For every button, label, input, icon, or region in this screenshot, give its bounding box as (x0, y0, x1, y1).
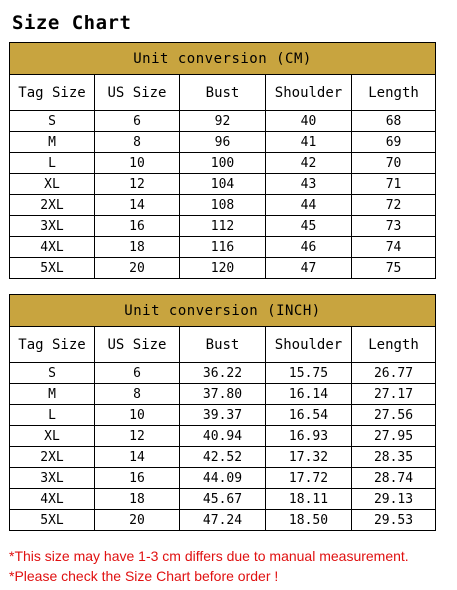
table-cell: 28.35 (352, 447, 436, 468)
table-cell: 69 (352, 132, 436, 153)
table-cell: 29.53 (352, 510, 436, 531)
table-cell: 39.37 (180, 405, 266, 426)
table-cell: 4XL (10, 237, 95, 258)
table-cell: 18.50 (266, 510, 352, 531)
table-cell: 6 (95, 363, 180, 384)
table-cell: 108 (180, 195, 266, 216)
table-cell: 73 (352, 216, 436, 237)
table-row (10, 111, 436, 132)
table-cell: 8 (95, 384, 180, 405)
table-cell: 37.80 (180, 384, 266, 405)
column-header: Shoulder (266, 327, 352, 363)
table-cell: 72 (352, 195, 436, 216)
table-row (10, 237, 436, 258)
table-row (10, 153, 436, 174)
table-cell: 74 (352, 237, 436, 258)
table-row (10, 132, 436, 153)
table-cell: 16.93 (266, 426, 352, 447)
table-row (10, 510, 436, 531)
table-cell: 104 (180, 174, 266, 195)
table-cell: 2XL (10, 447, 95, 468)
table-cell: 43 (266, 174, 352, 195)
table-cell: M (10, 132, 95, 153)
table-cell: 27.17 (352, 384, 436, 405)
column-header: Tag Size (10, 327, 95, 363)
table-cell: 12 (95, 174, 180, 195)
table-cell: 71 (352, 174, 436, 195)
table-cell: 40.94 (180, 426, 266, 447)
table-caption: Unit conversion (INCH) (10, 295, 436, 327)
table-cell: 2XL (10, 195, 95, 216)
column-header: US Size (95, 75, 180, 111)
table-cell: 27.95 (352, 426, 436, 447)
table-cell: 8 (95, 132, 180, 153)
table-cell: 47 (266, 258, 352, 279)
table-cell: 28.74 (352, 468, 436, 489)
table-cell: 26.77 (352, 363, 436, 384)
page-title: Size Chart (12, 12, 132, 34)
column-header: Shoulder (266, 75, 352, 111)
table-cell: 29.13 (352, 489, 436, 510)
table-cell: S (10, 363, 95, 384)
table-cell: 16.14 (266, 384, 352, 405)
table-cell: 96 (180, 132, 266, 153)
table-cell: 45.67 (180, 489, 266, 510)
table-cell: L (10, 405, 95, 426)
table-cell: 45 (266, 216, 352, 237)
table-cell: L (10, 153, 95, 174)
table-cell: 112 (180, 216, 266, 237)
size-table-cm (9, 42, 436, 279)
table-cell: 46 (266, 237, 352, 258)
column-header: Tag Size (10, 75, 95, 111)
column-header: US Size (95, 327, 180, 363)
table-row (10, 363, 436, 384)
table-row (10, 216, 436, 237)
table-cell: 20 (95, 510, 180, 531)
table-cell: 18.11 (266, 489, 352, 510)
check-chart-note: *Please check the Size Chart before order ! (9, 568, 279, 584)
table-cell: 44 (266, 195, 352, 216)
table-row (10, 447, 436, 468)
table-cell: 16 (95, 216, 180, 237)
column-header: Length (352, 75, 436, 111)
table-cell: 14 (95, 195, 180, 216)
table-cell: XL (10, 426, 95, 447)
table-cell: M (10, 384, 95, 405)
table-cell: 14 (95, 447, 180, 468)
table-cell: 5XL (10, 510, 95, 531)
table-cell: 3XL (10, 468, 95, 489)
table-row (10, 489, 436, 510)
table-cell: 18 (95, 237, 180, 258)
table-cell: 4XL (10, 489, 95, 510)
column-header: Bust (180, 327, 266, 363)
table-row (10, 405, 436, 426)
table-cell: 42.52 (180, 447, 266, 468)
table-cell: 16.54 (266, 405, 352, 426)
table-cell: S (10, 111, 95, 132)
table-cell: 15.75 (266, 363, 352, 384)
table-cell: 5XL (10, 258, 95, 279)
table-cell: 40 (266, 111, 352, 132)
size-table-inch (9, 294, 436, 531)
table-cell: 17.72 (266, 468, 352, 489)
table-cell: 20 (95, 258, 180, 279)
table-cell: 16 (95, 468, 180, 489)
table-cell: 120 (180, 258, 266, 279)
table-cell: 44.09 (180, 468, 266, 489)
table-cell: 41 (266, 132, 352, 153)
table-cell: 12 (95, 426, 180, 447)
table-cell: 42 (266, 153, 352, 174)
table-cell: XL (10, 174, 95, 195)
measurement-note: *This size may have 1-3 cm differs due to manual measurement. (9, 548, 409, 564)
table-cell: 47.24 (180, 510, 266, 531)
table-cell: 27.56 (352, 405, 436, 426)
table-cell: 10 (95, 405, 180, 426)
table-cell: 100 (180, 153, 266, 174)
table-row (10, 258, 436, 279)
table-row (10, 468, 436, 489)
table-cell: 75 (352, 258, 436, 279)
table-cell: 70 (352, 153, 436, 174)
column-header: Length (352, 327, 436, 363)
table-cell: 36.22 (180, 363, 266, 384)
table-cell: 116 (180, 237, 266, 258)
table-cell: 6 (95, 111, 180, 132)
table-cell: 10 (95, 153, 180, 174)
table-cell: 3XL (10, 216, 95, 237)
table-cell: 17.32 (266, 447, 352, 468)
table-row (10, 384, 436, 405)
table-cell: 92 (180, 111, 266, 132)
table-caption: Unit conversion (CM) (10, 43, 436, 75)
table-cell: 18 (95, 489, 180, 510)
column-header: Bust (180, 75, 266, 111)
table-row (10, 195, 436, 216)
table-cell: 68 (352, 111, 436, 132)
table-row (10, 174, 436, 195)
table-row (10, 426, 436, 447)
